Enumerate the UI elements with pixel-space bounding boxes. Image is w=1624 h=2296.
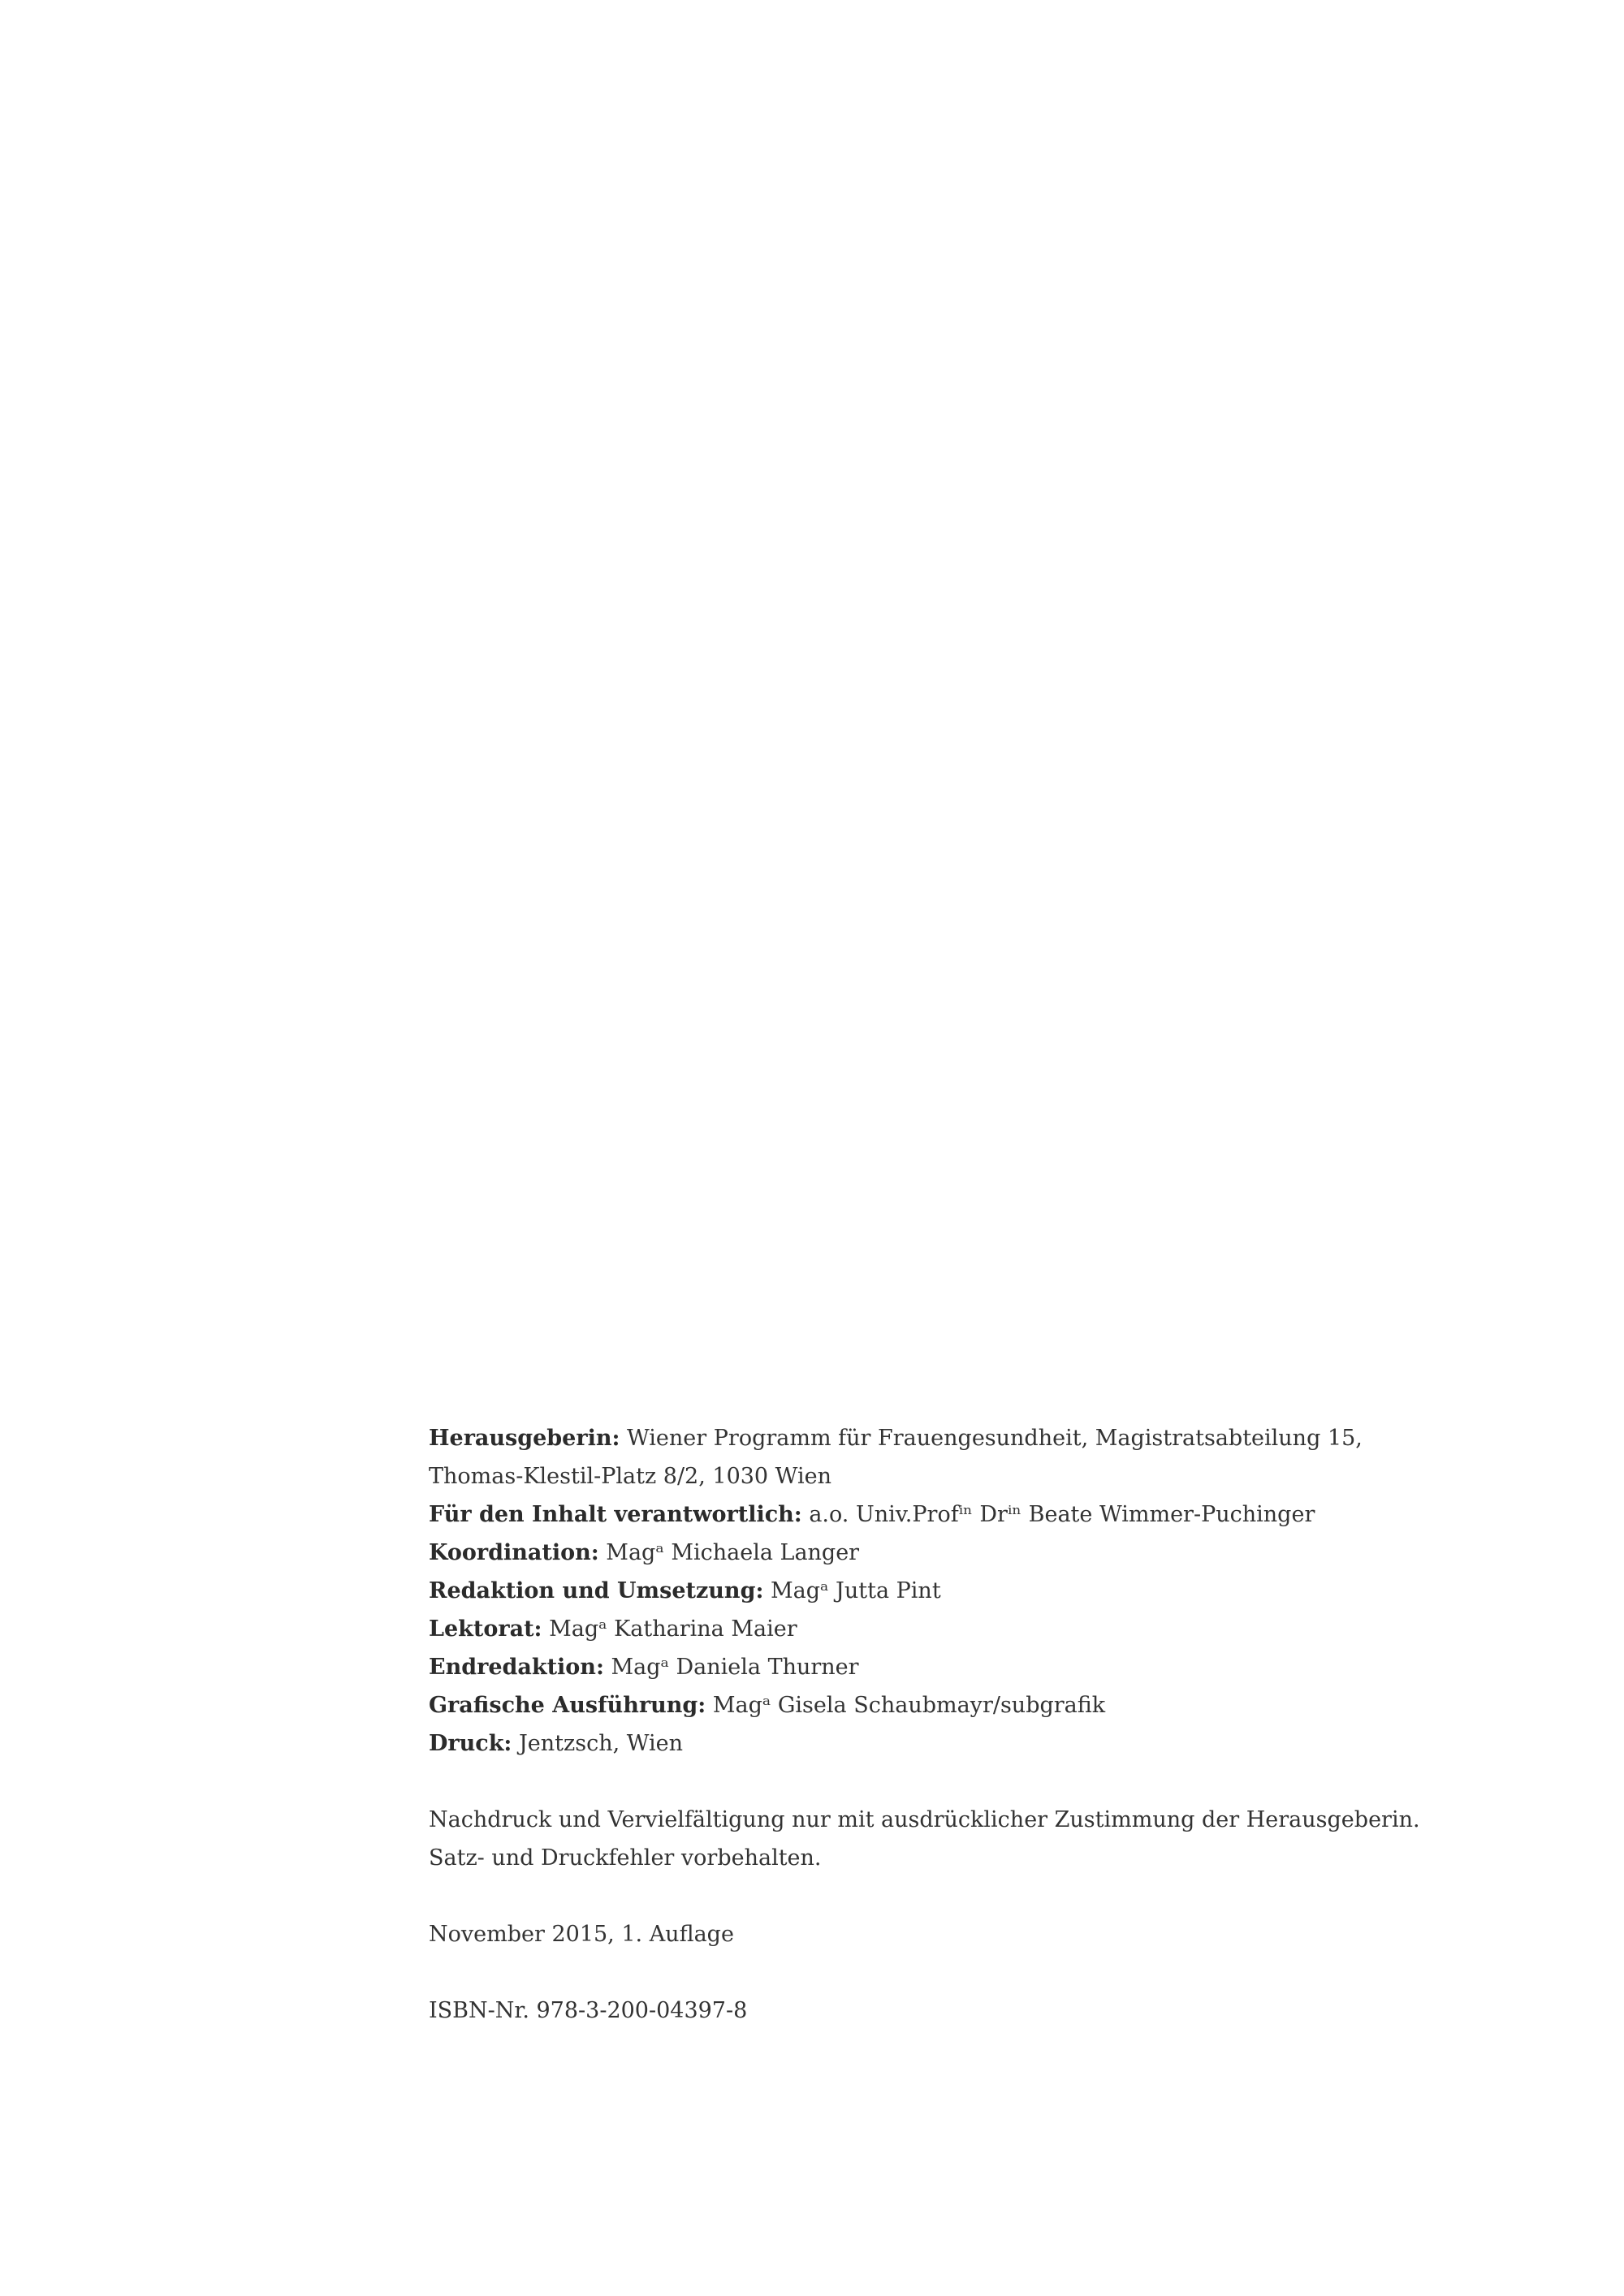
reprint-notice: Nachdruck und Vervielfältigung nur mit ausdrücklicher Zustimmung der Herausgeberin.: [429, 1807, 1420, 1832]
print-label: Druck:: [429, 1731, 512, 1756]
proofreading-value: Magᵃ Katharina Maier: [542, 1616, 797, 1642]
coordination-line: [429, 1534, 1484, 1572]
responsible-value: a.o. Univ.Profⁱⁿ Drⁱⁿ Beate Wimmer-Puchinger: [801, 1502, 1315, 1527]
print-value: Jentzsch, Wien: [512, 1731, 684, 1756]
graphic-design-label: Grafische Ausführung:: [429, 1693, 706, 1718]
address-value: Thomas-Klestil-Platz 8/2, 1030 Wien: [429, 1464, 831, 1489]
publisher-line: [429, 1419, 1484, 1457]
editorial-value: Magᵃ Jutta Pint: [763, 1578, 941, 1603]
editorial-line: [429, 1572, 1484, 1610]
proofreading-line: [429, 1610, 1484, 1648]
edition-text: November 2015, 1. Auflage: [429, 1922, 734, 1947]
publisher-value: Wiener Programm für Frauengesundheit, Magistratsabteilung 15,: [620, 1426, 1363, 1451]
isbn-text: ISBN-Nr. 978-3-200-04397-8: [429, 1998, 748, 2023]
final-edit-line: [429, 1648, 1484, 1686]
final-edit-label: Endredaktion:: [429, 1655, 604, 1680]
spacer: [429, 1953, 1484, 1992]
final-edit-value: Magᵃ Daniela Thurner: [603, 1655, 859, 1680]
responsible-line: [429, 1495, 1484, 1534]
coordination-value: Magᵃ Michaela Langer: [598, 1540, 860, 1565]
spacer: [429, 1877, 1484, 1915]
responsible-label: Für den Inhalt verantwortlich:: [429, 1502, 802, 1527]
proofreading-label: Lektorat:: [429, 1616, 542, 1642]
coordination-label: Koordination:: [429, 1540, 599, 1565]
address-line: [429, 1457, 1484, 1495]
imprint-block: [429, 1419, 1484, 2030]
graphic-design-line: [429, 1686, 1484, 1724]
publisher-label: Herausgeberin:: [429, 1426, 620, 1451]
errata-notice: Satz- und Druckfehler vorbehalten.: [429, 1845, 822, 1871]
graphic-design-value: Magᵃ Gisela Schaubmayr/subgrafik: [706, 1693, 1106, 1718]
spacer: [429, 1763, 1484, 1801]
editorial-label: Redaktion und Umsetzung:: [429, 1578, 764, 1603]
print-line: [429, 1724, 1484, 1763]
